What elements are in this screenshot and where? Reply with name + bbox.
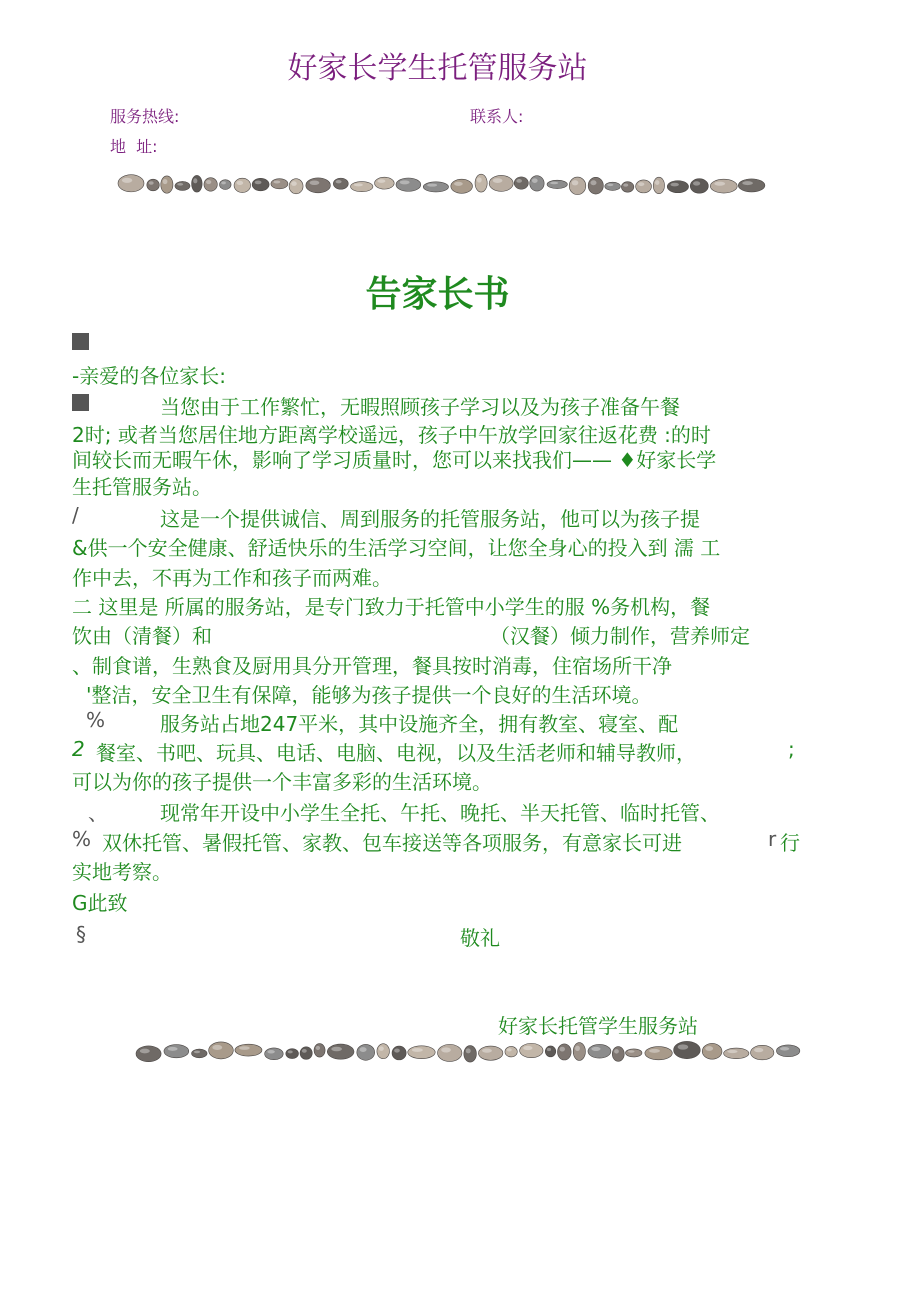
pebble — [667, 181, 688, 193]
pebble-highlight — [670, 183, 679, 187]
p2-line-2: &供一个安全健康、舒适快乐的生活学习空间，让您全身心的投入到 濡 工 — [72, 536, 721, 560]
pebble — [489, 175, 513, 191]
pebble-highlight — [291, 181, 297, 186]
pebble — [377, 1044, 390, 1059]
pebble-highlight — [532, 178, 538, 183]
pebble — [569, 177, 586, 195]
pebble-highlight — [221, 181, 226, 184]
pebble — [396, 178, 421, 191]
pebble-highlight — [628, 1050, 635, 1052]
pebble — [588, 177, 603, 194]
pebble — [776, 1045, 799, 1057]
p4-line-1: 服务站占地247平米，其中设施齐全，拥有教室、寝室、配 — [160, 712, 679, 736]
pebble-highlight — [575, 1046, 580, 1051]
pebble-highlight — [237, 181, 244, 185]
pebble — [118, 175, 144, 192]
pebble-highlight — [638, 182, 644, 186]
pebble — [545, 1046, 556, 1057]
pebble-highlight — [394, 1048, 400, 1052]
pebble-highlight — [194, 1051, 200, 1054]
pebble — [751, 1045, 774, 1059]
semicolon-mark: ; — [788, 737, 795, 761]
pebble — [327, 1044, 354, 1059]
pebble — [192, 175, 203, 192]
p3-line-2a: 饮由（清餐）和 — [72, 624, 212, 648]
p1-line-1: 当您由于工作繁忙，无暇照顾孩子学习以及为孩子准备午餐 — [160, 395, 680, 419]
pebble — [475, 174, 487, 192]
pebble-highlight — [377, 179, 385, 183]
p4-line-2: 餐室、书吧、玩具、电话、电脑、电视，以及生活老师和辅导教师， — [96, 741, 696, 765]
pebble — [520, 1043, 543, 1057]
pebble — [192, 1049, 208, 1058]
square-bullet-icon — [72, 394, 89, 411]
pebble-highlight — [316, 1046, 320, 1050]
pebble — [690, 179, 708, 194]
p4-line-3: 可以为你的孩子提供一个丰富多彩的生活环境。 — [72, 770, 492, 794]
pebble-highlight — [742, 181, 753, 185]
pebble-highlight — [477, 177, 482, 182]
pebble-highlight — [379, 1046, 384, 1051]
pebble-highlight — [754, 1048, 763, 1052]
pebble-highlight — [516, 179, 522, 183]
p2-line-1: 这是一个提供诚信、周到服务的托管服务站，他可以为孩子提 — [160, 507, 700, 531]
letter-heading: 告家长书 — [365, 274, 510, 315]
pebble — [289, 179, 303, 194]
pebble — [333, 178, 348, 189]
pebble-highlight — [288, 1050, 293, 1053]
pebble — [375, 177, 395, 189]
p5-line-2-end: 行 — [780, 831, 800, 855]
hotline-label: 服务热线: — [110, 107, 180, 126]
pebble-highlight — [359, 1047, 366, 1052]
pebble — [204, 178, 217, 192]
pebble — [612, 1047, 624, 1062]
pebble-highlight — [354, 183, 363, 186]
pebble-highlight — [466, 1048, 471, 1053]
pebble-highlight — [163, 179, 168, 184]
p5-line-3: 实地考察。 — [72, 860, 172, 884]
p5-line-2: 双休托管、暑假托管、家教、包车接送等各项服务，有意家长可进 — [102, 831, 682, 855]
pebble — [164, 1045, 189, 1058]
pebble — [464, 1046, 477, 1063]
pebble — [392, 1046, 406, 1060]
pebble — [136, 1046, 161, 1062]
signature: 好家长托管学生服务站 — [498, 1014, 698, 1038]
pebble — [271, 179, 288, 189]
pebble — [702, 1043, 722, 1059]
pebble — [557, 1044, 571, 1060]
pebble — [252, 178, 269, 190]
pebble-highlight — [523, 1046, 532, 1050]
pebble-highlight — [427, 184, 437, 187]
pebble-highlight — [560, 1047, 565, 1052]
pebble — [653, 177, 664, 193]
pebble — [710, 179, 737, 193]
closing-cizhi: G此致 — [72, 891, 128, 915]
pebble-highlight — [591, 1047, 600, 1051]
pebble — [175, 181, 190, 190]
pebble — [530, 176, 544, 191]
closing-jingli: 敬礼 — [460, 926, 500, 950]
pebble-highlight — [302, 1049, 307, 1053]
pebble-highlight — [206, 180, 211, 184]
pebble-highlight — [678, 1044, 689, 1049]
p1-line-3: 间较长而无暇午休，影响了学习质量时，您可以来找我们—— ♦好家长学 — [72, 448, 717, 472]
pebble — [423, 182, 448, 192]
pebble-highlight — [149, 181, 154, 185]
comma-mark: 、 — [88, 801, 108, 825]
pebble — [286, 1049, 299, 1059]
pebble-divider-top — [112, 168, 772, 202]
pebble — [209, 1042, 234, 1059]
pebble-highlight — [239, 1046, 250, 1050]
pebble-highlight — [482, 1049, 492, 1053]
pebble-highlight — [140, 1049, 150, 1054]
pebble-highlight — [507, 1048, 512, 1051]
pebble — [451, 179, 473, 193]
pebble-highlight — [177, 183, 183, 186]
percent-mark: % — [86, 708, 106, 732]
pebble-highlight — [614, 1049, 619, 1053]
pebble-highlight — [168, 1047, 178, 1051]
pebble — [738, 179, 765, 192]
pebble-highlight — [607, 184, 613, 186]
pebble-highlight — [267, 1050, 274, 1054]
p3-line-3: 、制食谱，生熟食及厨用具分开管理，餐具按时消毒，住宿场所干净 — [72, 654, 672, 678]
pebble-highlight — [714, 182, 725, 186]
pebble — [478, 1046, 502, 1060]
pebble-highlight — [705, 1046, 713, 1051]
pebble-highlight — [193, 178, 197, 183]
pebble-highlight — [655, 180, 660, 185]
pebble-highlight — [780, 1047, 789, 1051]
percent-mark-2: % — [72, 827, 92, 851]
pebble — [547, 180, 567, 188]
pebble — [235, 1044, 262, 1056]
pebble-highlight — [122, 178, 132, 183]
pebble — [300, 1047, 312, 1060]
pebble — [306, 178, 331, 193]
pebble — [437, 1044, 461, 1061]
pebble-highlight — [255, 181, 262, 185]
p3-line-4: '整洁，安全卫生有保障，能够为孩子提供一个良好的生活环境。 — [86, 683, 652, 707]
pebble-highlight — [649, 1049, 660, 1053]
pebble — [314, 1044, 325, 1058]
pebble — [161, 176, 173, 193]
p3-line-2b: （汉餐）倾力制作，营养师定 — [490, 624, 750, 648]
pebble — [357, 1044, 375, 1060]
pebble — [621, 182, 633, 193]
pebble-highlight — [454, 182, 463, 186]
greeting: -亲爱的各位家长: — [72, 364, 226, 388]
p3-line-1: 二 这里是 所属的服务站，是专门致力于托管中小学生的服 %务机构，餐 — [72, 595, 711, 619]
pebble-highlight — [400, 180, 410, 184]
pebble — [605, 182, 621, 190]
pebble-divider-bottom — [130, 1036, 806, 1068]
pebble-highlight — [441, 1047, 451, 1052]
pebble — [514, 177, 528, 189]
pebble — [234, 178, 251, 192]
pebble-highlight — [310, 180, 320, 184]
pebble-highlight — [547, 1048, 551, 1051]
pebble-highlight — [550, 182, 558, 185]
pebble-highlight — [331, 1047, 342, 1052]
pebble — [636, 180, 652, 193]
p1-line-2: 2时; 或者当您居住地方距离学校遥远，孩子中午放学回家往返花费 :的时 — [72, 423, 711, 447]
two-mark: 2 — [72, 737, 85, 761]
p2-line-3: 作中去，不再为工作和孩子而两难。 — [72, 566, 392, 590]
pebble — [588, 1044, 611, 1058]
pebble-highlight — [212, 1045, 222, 1050]
pebble — [147, 179, 160, 191]
pebble — [645, 1047, 672, 1060]
pebble — [220, 180, 232, 190]
p5-line-1: 现常年开设中小学生全托、午托、晚托、半天托管、临时托管、 — [160, 801, 720, 825]
pebble-highlight — [273, 180, 280, 183]
pebble — [351, 182, 373, 192]
pebble — [408, 1046, 435, 1059]
contact-label: 联系人: — [470, 107, 524, 126]
pebble — [625, 1049, 642, 1057]
pebble — [265, 1048, 284, 1060]
station-title: 好家长学生托管服务站 — [287, 51, 588, 86]
pebble-highlight — [623, 183, 628, 186]
pebble-highlight — [493, 178, 503, 183]
pebble-highlight — [336, 180, 342, 183]
r-mark: r — [768, 827, 777, 851]
pebble — [674, 1041, 701, 1058]
pebble-highlight — [572, 180, 579, 185]
pebble — [505, 1046, 517, 1057]
pebble — [724, 1048, 749, 1059]
address-label: 地 址: — [110, 137, 158, 156]
p1-line-4: 生托管服务站。 — [72, 475, 212, 499]
pebble-highlight — [693, 181, 700, 185]
pebble-highlight — [412, 1048, 423, 1052]
section-mark: § — [76, 922, 86, 946]
pebble-highlight — [590, 180, 596, 185]
slash-mark: / — [72, 503, 79, 527]
pebble-highlight — [727, 1050, 737, 1053]
square-bullet-icon — [72, 333, 89, 350]
pebble — [573, 1043, 585, 1061]
